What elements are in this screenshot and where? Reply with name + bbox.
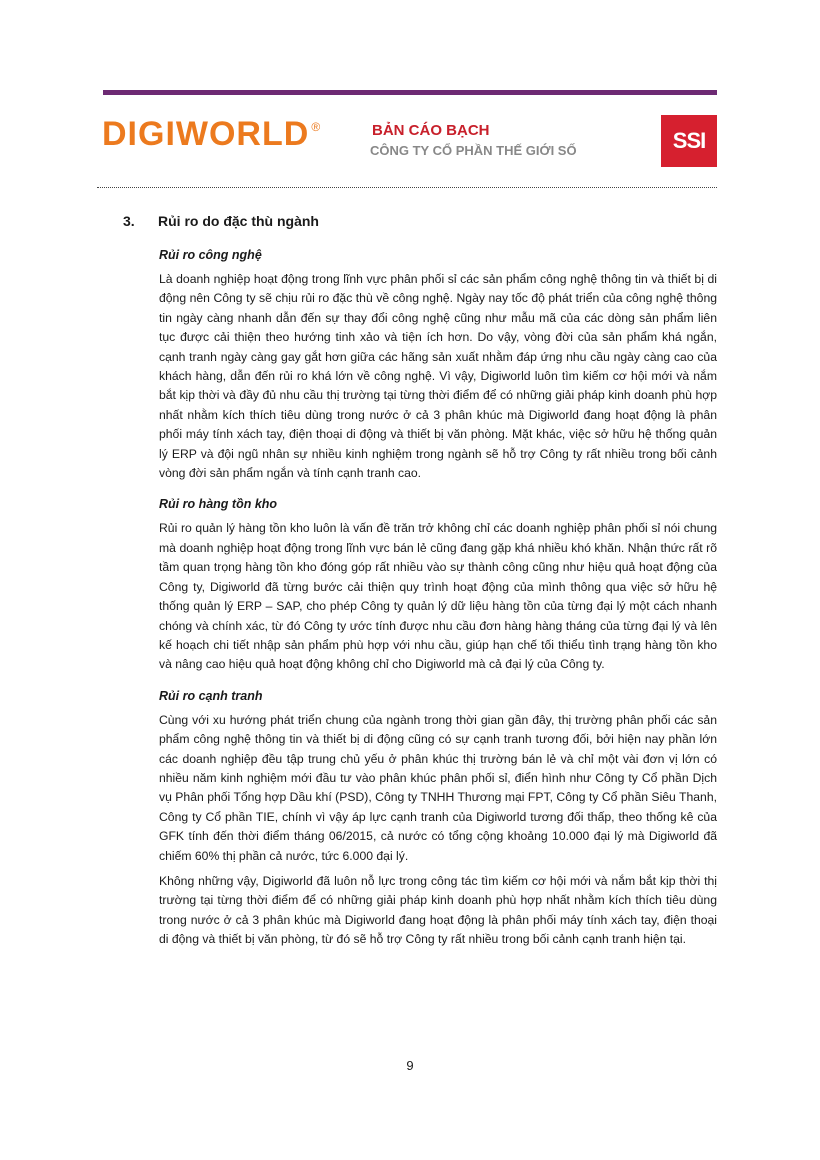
section-content xyxy=(159,246,717,950)
document-title: BẢN CÁO BẠCH xyxy=(372,122,490,139)
paragraph: Rủi ro quản lý hàng tồn kho luôn là vấn đề trăn trở không chỉ các doanh nghiệp phân phối sỉ nói chung mà doanh nghiệp hoạt động trong lĩnh vực bán lẻ cũng đang gặp khá nhiều khó khăn. Nhận thức rất rõ tầm quan trọng hàng tồn kho đóng góp rất nhiều vào sự thành công cũng như hiệu quả hoạt động của Công ty, Digiworld đã từng bước cải thiện quy trình hoạt động của mình thông qua việc sở hữu hệ thống quản lý ERP – SAP, cho phép Công ty quản lý dữ liệu hàng tồn của từng đại lý một cách nhanh chóng và chính xác, từ đó Công ty ước tính được nhu cầu đơn hàng hàng tháng của từng đại lý và lên kế hoạch chi tiết nhập sản phẩm phù hợp với nhu cầu, giúp hạn chế tối thiểu tình trạng hàng tồn kho và nâng cao hiệu quả hoạt động không chỉ cho Digiworld mà cả đại lý của Công ty. xyxy=(159,521,717,672)
subsection-heading: Rủi ro cạnh tranh xyxy=(159,688,263,703)
paragraph: Là doanh nghiệp hoạt động trong lĩnh vực phân phối sỉ các sản phẩm công nghệ thông tin và thiết bị di động nên Công ty sẽ chịu rủi ro đặc thù về công nghệ. Ngày nay tốc độ phát triển của công nghệ thông tin ngày càng nhanh dẫn đến sự thay đổi công nghệ cũng như mẫu mã của các dòng sản phẩm liên tục được cải thiện theo hướng tinh xảo và tiện ích hơn. Do vậy, vòng đời của sản phẩm khá ngắn, cạnh tranh ngày càng gay gắt hơn giữa các hãng sản xuất nhằm đáp ứng nhu cầu ngày càng cao của khách hàng, dẫn đến rủi ro khá lớn về công nghệ. Vì vậy, Digiworld luôn tìm kiếm cơ hội mới và nắm bắt kịp thời và đầy đủ nhu cầu thị trường tại từng thời điểm để có những giải pháp kinh doanh phù hợp nhất nhằm kích thích tiêu dùng trong nước ở cả 3 phân khúc mà Digiworld đang hoạt động là phân phối máy tính xách tay, điện thoại di động và thiết bị văn phòng. Mặt khác, việc sở hữu hệ thống quản lý ERP và đội ngũ nhân sự nhiều kinh nghiệm trong ngành sẽ hỗ trợ Công ty rất nhiều trong bối cảnh vòng đời sản phẩm ngắn và tính cạnh tranh cao. xyxy=(159,272,717,481)
subsection-heading: Rủi ro công nghệ xyxy=(159,248,262,262)
section-heading xyxy=(123,212,319,230)
header-titles xyxy=(370,122,630,160)
registered-mark: ® xyxy=(311,120,321,134)
logo-wordmark: DIGIWORLD xyxy=(102,115,310,153)
section-number: 3. xyxy=(123,213,135,229)
paragraph: Không những vậy, Digiworld đã luôn nỗ lực trong công tác tìm kiếm cơ hội mới và nắm bắt kịp thời thị trường tại từng thời điểm để có những giải pháp kinh doanh phù hợp nhất nhằm kích thích tiêu dùng trong nước ở cả 3 phân khúc mà Digiworld đang hoạt động là phân phối máy tính xách tay, điện thoại di động và thiết bị văn phòng, từ đó sẽ hỗ trợ Công ty rất nhiều trong bối cảnh cạnh tranh hiện tại. xyxy=(159,873,717,947)
ssi-logo xyxy=(661,115,717,167)
subsection-inventory-risk xyxy=(159,495,717,674)
ssi-logo-text: SSI xyxy=(672,128,706,153)
header-top-rule xyxy=(103,90,717,95)
subsection-technology-risk xyxy=(159,246,717,483)
subsection-heading: Rủi ro hàng tồn kho xyxy=(159,497,278,512)
page-number: 9 xyxy=(406,1058,414,1073)
subsection-competition-risk xyxy=(159,687,717,950)
paragraph: Cùng với xu hướng phát triển chung của ngành trong thời gian gần đây, thị trường phân phối các sản phẩm công nghệ thông tin và thiết bị di động cũng có sự cạnh tranh tương đối, bởi hiện nay phần lớn các doanh nghiệp đều tập trung chủ yếu ở phân khúc thị trường bán lẻ và chỉ một vài đơn vị lớn có nhiều năm kinh nghiệm mới đầu tư vào phân khúc phân phối sỉ, điển hình như Công ty Cổ phần Dịch vụ Phân phối Tổng hợp Dầu khí (PSD), Công ty TNHH Thương mại FPT, Công ty Cổ phần Siêu Thanh, Công ty Cổ phần TIE, chính vì vậy áp lực cạnh tranh của Digiworld tương đối thấp, theo thống kê của GFK tính đến thời điểm tháng 06/2015, cả nước có tổng cộng khoảng 10.000 đại lý mà Digiworld đã chiếm 60% thị phần cả nước, tức 6.000 đại lý. xyxy=(159,712,717,863)
header-dotted-divider xyxy=(97,187,717,188)
digiworld-logo xyxy=(102,114,320,154)
company-name: CÔNG TY CỔ PHẦN THẾ GIỚI SỐ xyxy=(370,143,577,158)
section-title: Rủi ro do đặc thù ngành xyxy=(158,213,319,229)
